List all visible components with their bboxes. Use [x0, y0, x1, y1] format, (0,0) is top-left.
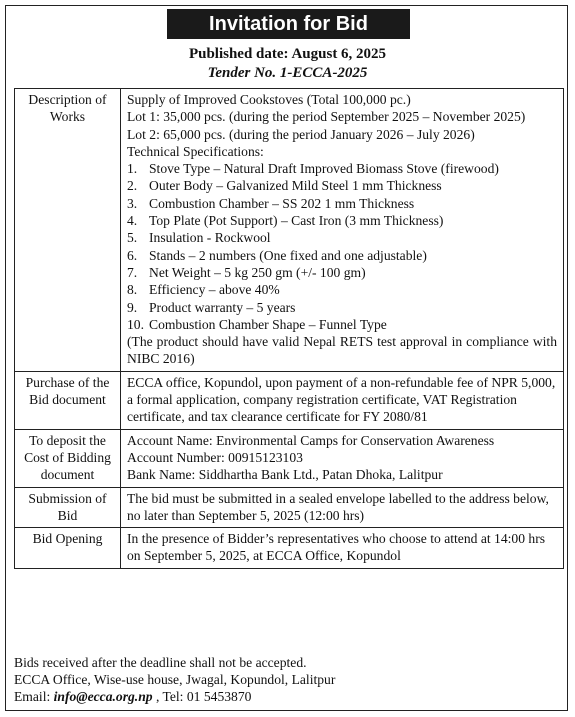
spec-number: 2. — [127, 178, 138, 194]
row-submission — [15, 487, 564, 528]
spec-item — [127, 195, 557, 212]
spec-text: Outer Body – Galvanized Mild Steel 1 mm Thickness — [149, 178, 442, 194]
account-name: Account Name: Environmental Camps for Conservation Awareness — [127, 432, 495, 448]
deposit-label: To deposit the Cost of Bidding document — [15, 429, 121, 487]
spec-item — [127, 160, 557, 177]
spec-text: Product warranty – 5 years — [149, 299, 296, 315]
supply-text: Supply of Improved Cookstoves (Total 100,000 pc.) — [127, 92, 411, 107]
bank-name: Bank Name: Siddhartha Bank Ltd., Patan Dhoka, Lalitpur — [127, 467, 443, 483]
spec-number: 3. — [127, 195, 138, 211]
opening-label: Bid Opening — [15, 528, 121, 569]
spec-item — [127, 177, 557, 194]
email-link[interactable]: info@ecca.org.np — [53, 689, 153, 704]
submission-value: The bid must be submitted in a sealed envelope labelled to the address below, no later than September 5, 2025 (12:00 hrs) — [121, 487, 564, 528]
spec-text: Efficiency – above 40% — [149, 282, 280, 298]
rets-note: (The product should have valid Nepal RETS test approval in compliance with NIBC 2016) — [127, 334, 557, 367]
row-purchase — [15, 371, 564, 429]
purchase-value: ECCA office, Kopundol, upon payment of a non-refundable fee of NPR 5,000, a formal application, company registration certificate, VAT Registration certificate, and tax clearance certificate for FY 2080/81 — [121, 371, 564, 429]
spec-text: Stove Type – Natural Draft Improved Biomass Stove (firewood) — [149, 161, 499, 177]
spec-item — [127, 212, 557, 229]
footer — [14, 654, 564, 705]
lot1-text: Lot 1: 35,000 pcs. (during the period September 2025 – November 2025) — [127, 109, 526, 125]
spec-number: 5. — [127, 230, 138, 246]
tender-number: Tender No. 1-ECCA-2025 — [207, 65, 368, 81]
spec-item — [127, 281, 557, 298]
spec-number: 1. — [127, 161, 138, 177]
row-deposit — [15, 429, 564, 487]
spec-item — [127, 229, 557, 246]
spec-item — [127, 264, 557, 281]
notice-title: Invitation for Bid — [167, 9, 410, 39]
telephone: , Tel: 01 5453870 — [152, 689, 252, 704]
spec-text: Top Plate (Pot Support) – Cast Iron (3 mm Thickness) — [149, 213, 444, 229]
lot2-text: Lot 2: 65,000 pcs. (during the period January 2026 – July 2026) — [127, 126, 475, 142]
spec-number: 10. — [127, 316, 144, 332]
row-description — [15, 89, 564, 372]
spec-number: 6. — [127, 247, 138, 263]
spec-text: Combustion Chamber – SS 202 1 mm Thickness — [149, 195, 415, 211]
purchase-label: Purchase of the Bid document — [15, 371, 121, 429]
submission-label: Submission of Bid — [15, 487, 121, 528]
bid-details-table — [14, 88, 564, 569]
description-value — [121, 89, 564, 372]
email-label: Email: — [14, 689, 54, 704]
account-number: Account Number: 00915123103 — [127, 449, 303, 465]
office-address: ECCA Office, Wise-use house, Jwagal, Kopundol, Lalitpur — [14, 672, 336, 687]
deposit-value — [121, 429, 564, 487]
spec-text: Net Weight – 5 kg 250 gm (+/- 100 gm) — [149, 264, 366, 280]
opening-value: In the presence of Bidder’s representatives who choose to attend at 14:00 hrs on September 5, 2025, at ECCA Office, Kopundol — [121, 528, 564, 569]
contact-line — [14, 688, 564, 705]
spec-item — [127, 299, 557, 316]
spec-number: 7. — [127, 264, 138, 280]
spec-item — [127, 316, 557, 333]
spec-list — [127, 160, 557, 333]
tech-spec-heading: Technical Specifications: — [127, 143, 264, 159]
spec-text: Insulation - Rockwool — [149, 230, 271, 246]
row-opening — [15, 528, 564, 569]
spec-number: 4. — [127, 213, 138, 229]
description-label: Description of Works — [15, 89, 121, 372]
spec-item — [127, 247, 557, 264]
published-date: Published date: August 6, 2025 — [188, 46, 387, 62]
deadline-note: Bids received after the deadline shall not be accepted. — [14, 655, 307, 670]
spec-text: Stands – 2 numbers (One fixed and one adjustable) — [149, 247, 427, 263]
spec-number: 9. — [127, 299, 138, 315]
spec-number: 8. — [127, 282, 138, 298]
spec-text: Combustion Chamber Shape – Funnel Type — [149, 316, 387, 332]
